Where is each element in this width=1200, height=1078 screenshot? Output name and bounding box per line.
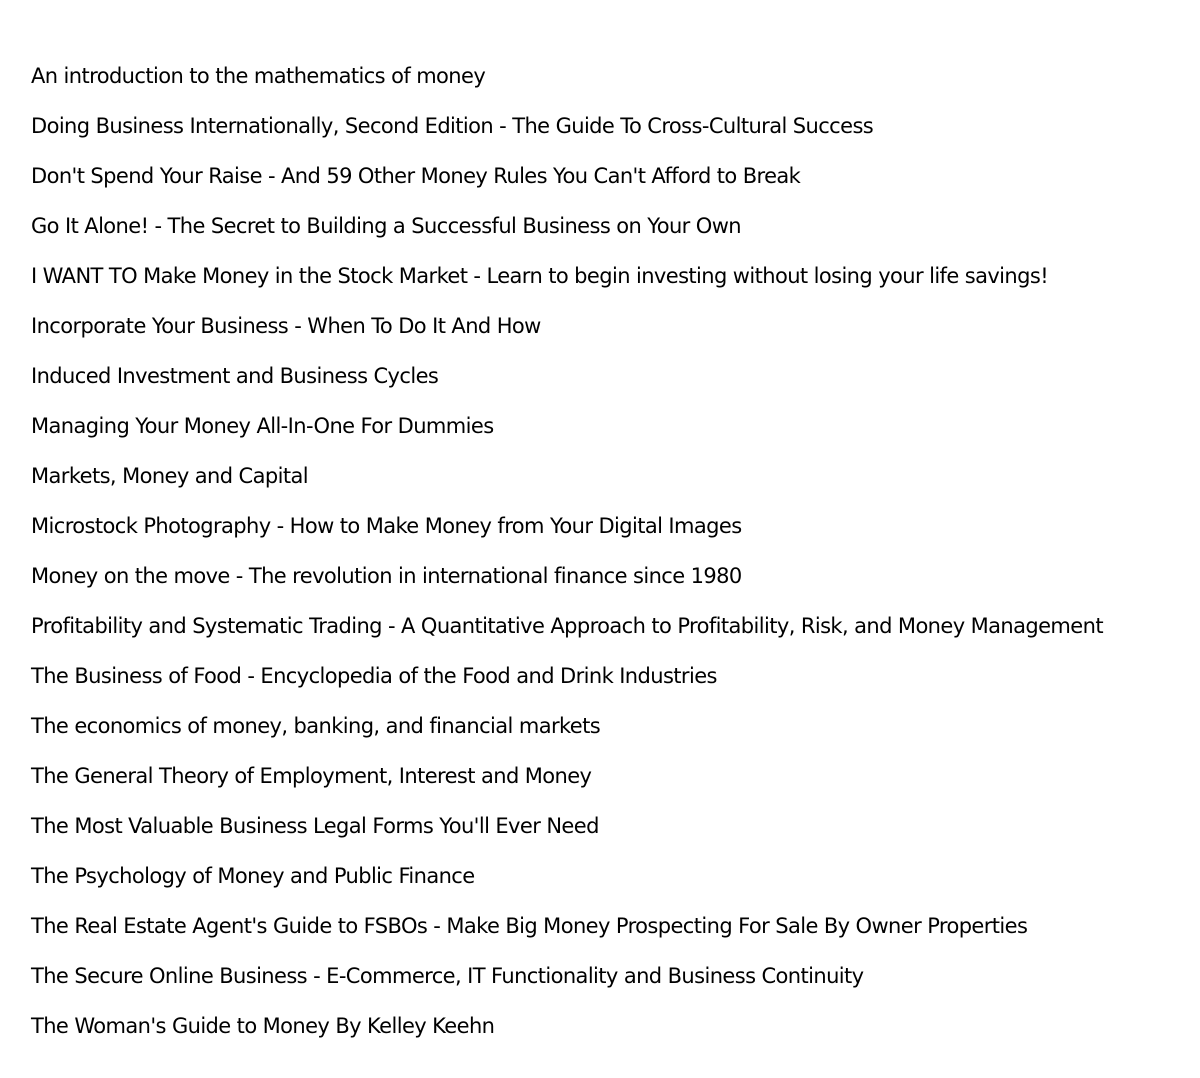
list-item: The Secure Online Business - E-Commerce, IT Functionality and Business Continuity xyxy=(31,964,864,988)
list-item: Incorporate Your Business - When To Do It And How xyxy=(31,314,541,338)
list-item: The Psychology of Money and Public Finance xyxy=(31,864,475,888)
list-item: Don't Spend Your Raise - And 59 Other Money Rules You Can't Afford to Break xyxy=(31,164,801,188)
list-item: Money on the move - The revolution in international finance since 1980 xyxy=(31,564,742,588)
list-item: The economics of money, banking, and financial markets xyxy=(31,714,601,738)
list-item: Managing Your Money All-In-One For Dummies xyxy=(31,414,494,438)
list-item: Induced Investment and Business Cycles xyxy=(31,364,439,388)
list-item: Markets, Money and Capital xyxy=(31,464,308,488)
list-item: Profitability and Systematic Trading - A Quantitative Approach to Profitability, Risk, and Money Management xyxy=(31,614,1103,638)
list-item: The Most Valuable Business Legal Forms You'll Ever Need xyxy=(31,814,599,838)
list-item: The General Theory of Employment, Interest and Money xyxy=(31,764,592,788)
list-item: The Business of Food - Encyclopedia of the Food and Drink Industries xyxy=(31,664,717,688)
list-item: I WANT TO Make Money in the Stock Market - Learn to begin investing without losing your life savings! xyxy=(31,264,1049,288)
list-item: Go It Alone! - The Secret to Building a Successful Business on Your Own xyxy=(31,214,741,238)
list-item: Microstock Photography - How to Make Money from Your Digital Images xyxy=(31,514,742,538)
list-item: The Real Estate Agent's Guide to FSBOs - Make Big Money Prospecting For Sale By Owner Properties xyxy=(31,914,1028,938)
list-item: An introduction to the mathematics of money xyxy=(31,64,486,88)
list-item: Doing Business Internationally, Second Edition - The Guide To Cross-Cultural Success xyxy=(31,114,874,138)
list-item: The Woman's Guide to Money By Kelley Keehn xyxy=(31,1014,495,1038)
